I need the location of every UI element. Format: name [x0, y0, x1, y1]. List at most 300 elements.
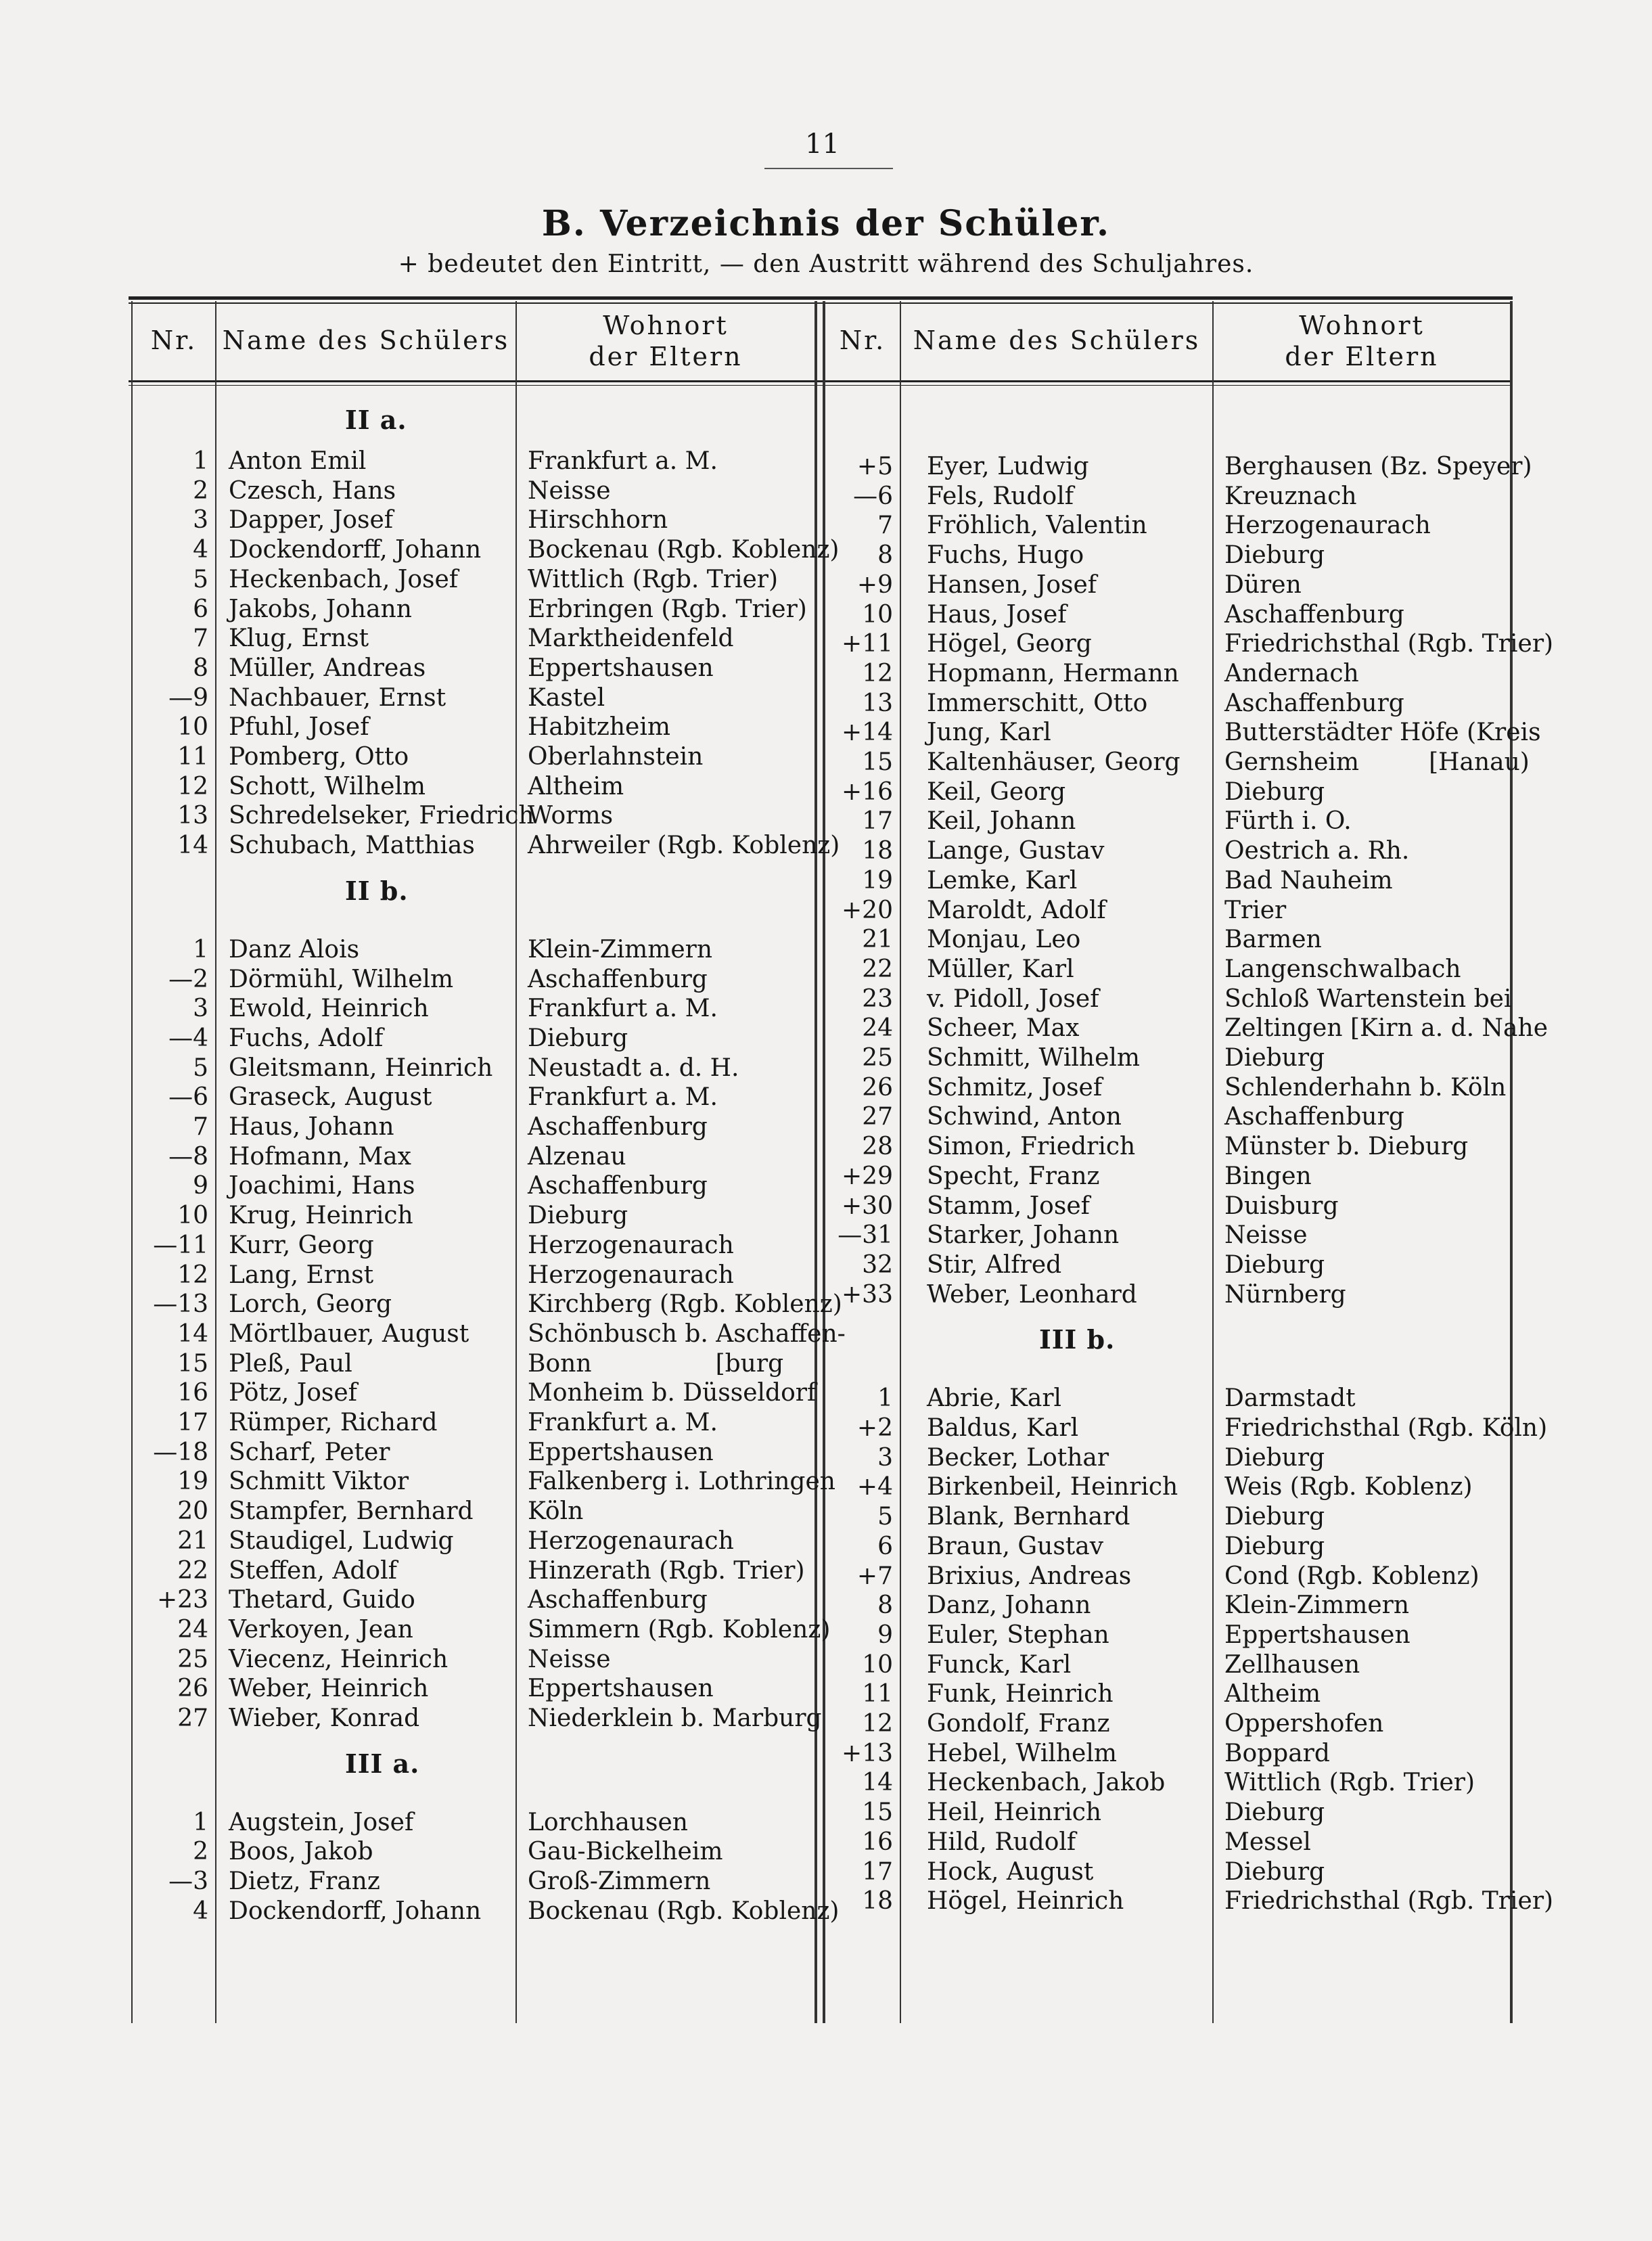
row-number: 2: [193, 476, 208, 505]
parent-residence: Gau-Bickelheim: [528, 1838, 723, 1866]
header-nr-right: Nr.: [839, 325, 886, 355]
parent-residence: Klein-Zimmern: [1224, 1591, 1410, 1620]
parent-residence: Nürnberg: [1224, 1280, 1346, 1309]
student-name: Becker, Lothar: [927, 1443, 1109, 1472]
row-number: 12: [862, 659, 893, 687]
row-number: 10: [862, 600, 893, 629]
student-name: Hansen, Josef: [927, 570, 1097, 599]
row-number: +14: [842, 719, 893, 747]
parent-residence: Kirchberg (Rgb. Koblenz): [528, 1290, 842, 1319]
parent-residence: Messel: [1224, 1828, 1311, 1856]
parent-residence: Darmstadt: [1224, 1384, 1356, 1413]
parent-residence: Herzogenaurach: [528, 1526, 734, 1555]
row-number: —4: [168, 1024, 208, 1052]
student-name: Gleitsmann, Heinrich: [229, 1054, 493, 1082]
student-name: Scharf, Peter: [229, 1438, 390, 1466]
parent-residence: Bingen: [1224, 1162, 1312, 1190]
row-number: 12: [862, 1710, 893, 1738]
student-name: Fels, Rudolf: [927, 482, 1074, 510]
row-number: 12: [177, 1261, 208, 1289]
row-number: 21: [862, 926, 893, 954]
parent-residence: Dieburg: [1224, 1532, 1325, 1560]
parent-residence: Herzogenaurach: [528, 1261, 734, 1289]
parent-residence: Aschaffenburg: [528, 1586, 708, 1614]
column-rule: [515, 301, 517, 2023]
row-number: +5: [856, 453, 893, 480]
student-name: Schubach, Matthias: [229, 832, 475, 860]
student-name: Stamm, Josef: [927, 1192, 1090, 1220]
student-name: Funk, Heinrich: [927, 1680, 1114, 1708]
class-heading: III a.: [345, 1748, 420, 1779]
student-name: Schmitt Viktor: [229, 1468, 409, 1496]
student-name: Högel, Heinrich: [927, 1887, 1124, 1916]
parent-residence: Zellhausen: [1224, 1650, 1360, 1679]
parent-residence: Aschaffenburg: [528, 965, 708, 993]
row-number: 14: [177, 1319, 208, 1348]
student-name: Maroldt, Adolf: [927, 896, 1106, 924]
student-name: Lang, Ernst: [229, 1261, 374, 1289]
row-number: 7: [877, 512, 893, 540]
parent-residence: Düren: [1224, 570, 1302, 599]
student-name: Verkoyen, Jean: [229, 1615, 413, 1644]
page-title: B. Verzeichnis der Schüler.: [541, 203, 1111, 244]
row-number: —18: [153, 1438, 208, 1466]
student-name: Ewold, Heinrich: [229, 995, 429, 1023]
legend-note: + bedeutet den Eintritt, — den Austritt während des Schuljahres.: [398, 250, 1254, 278]
row-number: 7: [193, 1113, 208, 1141]
page-number-rule: [764, 168, 893, 169]
column-rule: [1212, 301, 1214, 2023]
student-name: Wieber, Konrad: [229, 1704, 420, 1732]
row-number: 10: [177, 1202, 208, 1230]
row-number: 28: [862, 1133, 893, 1161]
student-name: Heil, Heinrich: [927, 1798, 1102, 1827]
column-rule: [1510, 301, 1513, 2023]
parent-residence: Dieburg: [1224, 1798, 1325, 1827]
student-name: Heckenbach, Jakob: [927, 1769, 1166, 1797]
row-number: 3: [877, 1443, 893, 1472]
parent-residence: Frankfurt a. M.: [528, 995, 718, 1023]
student-name: Danz Alois: [229, 935, 360, 964]
student-name: Rümper, Richard: [229, 1409, 438, 1436]
parent-residence: Dieburg: [1224, 541, 1325, 570]
parent-residence: Bockenau (Rgb. Koblenz): [528, 1897, 840, 1925]
parent-residence: Marktheidenfeld: [528, 625, 734, 653]
row-number: 16: [177, 1379, 208, 1407]
student-name: Anton Emil: [229, 447, 367, 475]
parent-residence: Oppershofen: [1224, 1710, 1384, 1738]
row-number: —9: [168, 683, 208, 712]
parent-residence: Aschaffenburg: [528, 1172, 708, 1200]
student-name: Müller, Andreas: [229, 654, 426, 682]
student-name: Schott, Wilhelm: [229, 772, 426, 800]
student-name: Schmitt, Wilhelm: [927, 1044, 1141, 1072]
student-name: Fröhlich, Valentin: [927, 512, 1147, 540]
parent-residence: Dieburg: [1224, 1044, 1325, 1072]
row-number: +23: [157, 1586, 208, 1614]
parent-residence: Falkenberg i. Lothringen: [528, 1468, 835, 1496]
student-name: Abrie, Karl: [927, 1384, 1062, 1413]
student-name: Braun, Gustav: [927, 1532, 1104, 1560]
header-residence-left: [517, 310, 814, 372]
row-number: 21: [177, 1526, 208, 1555]
row-number: —2: [168, 965, 208, 993]
row-number: +4: [856, 1473, 893, 1501]
row-number: 10: [177, 713, 208, 742]
student-name: Haus, Johann: [229, 1113, 394, 1141]
parent-residence: Andernach: [1224, 659, 1359, 687]
student-name: Immerschitt, Otto: [927, 689, 1148, 717]
row-number: 20: [177, 1497, 208, 1526]
row-number: 4: [193, 536, 208, 564]
row-number: 13: [862, 689, 893, 717]
row-number: +29: [842, 1162, 893, 1190]
parent-residence: Klein-Zimmern: [528, 935, 713, 964]
parent-residence: Ahrweiler (Rgb. Koblenz): [528, 832, 840, 860]
parent-residence: Worms: [528, 802, 614, 830]
row-number: 11: [177, 743, 208, 771]
parent-residence: Schlenderhahn b. Köln: [1224, 1073, 1507, 1102]
student-name: Pleß, Paul: [229, 1349, 352, 1378]
parent-residence: Eppertshausen: [528, 654, 714, 682]
row-number: 14: [862, 1769, 893, 1797]
row-number: 3: [193, 995, 208, 1023]
student-name: Boos, Jakob: [229, 1838, 373, 1866]
row-number: 8: [193, 654, 208, 682]
student-name: Stampfer, Bernhard: [229, 1497, 474, 1526]
row-number: 1: [193, 935, 208, 964]
parent-residence: Eppertshausen: [528, 1438, 714, 1466]
header-bottom-rule-thin: [129, 385, 1513, 386]
student-name: Stir, Alfred: [927, 1250, 1062, 1279]
student-name: Hild, Rudolf: [927, 1828, 1076, 1856]
student-name: Specht, Franz: [927, 1162, 1100, 1190]
student-name: Gondolf, Franz: [927, 1710, 1110, 1738]
row-number: 11: [862, 1680, 893, 1708]
parent-residence: Dieburg: [528, 1024, 628, 1052]
row-number: 5: [193, 565, 208, 593]
row-number: 17: [862, 1857, 893, 1886]
row-number: 7: [193, 625, 208, 653]
student-name: Schredelseker, Friedrich: [229, 802, 534, 830]
row-number: 19: [862, 866, 893, 895]
student-name: Brixius, Andreas: [927, 1562, 1132, 1590]
student-name: Steffen, Adolf: [229, 1556, 397, 1585]
student-name: Dockendorff, Johann: [229, 1897, 482, 1925]
parent-residence: Fürth i. O.: [1224, 807, 1352, 836]
row-number: 17: [862, 807, 893, 836]
row-number: 25: [862, 1044, 893, 1072]
student-name: Heckenbach, Josef: [229, 565, 459, 593]
column-rule: [900, 301, 901, 2023]
parent-residence: Aschaffenburg: [1224, 600, 1404, 629]
student-name: Danz, Johann: [927, 1591, 1091, 1620]
student-name: Czesch, Hans: [229, 476, 396, 505]
row-number: 24: [862, 1014, 893, 1043]
parent-residence: Aschaffenburg: [528, 1113, 708, 1141]
row-number: 9: [193, 1172, 208, 1200]
student-name: Högel, Georg: [927, 630, 1092, 658]
row-number: +30: [842, 1192, 893, 1220]
parent-residence: Boppard: [1224, 1739, 1330, 1767]
row-number: 8: [877, 1591, 893, 1620]
row-number: 22: [177, 1556, 208, 1585]
student-name: Monjau, Leo: [927, 926, 1081, 954]
parent-residence: Dieburg: [528, 1202, 628, 1230]
table-top-rule-thin: [129, 302, 1513, 304]
header-name-right: Name des Schülers: [913, 325, 1201, 355]
parent-residence: Niederklein b. Marburg: [528, 1704, 822, 1732]
student-name: Pötz, Josef: [229, 1379, 357, 1407]
parent-residence: Barmen: [1224, 926, 1322, 954]
student-name: Simon, Friedrich: [927, 1133, 1136, 1161]
student-name: Fuchs, Hugo: [927, 541, 1084, 570]
student-name: Nachbauer, Ernst: [229, 683, 446, 712]
row-number: —6: [853, 482, 893, 510]
parent-residence: Eppertshausen: [1224, 1621, 1410, 1649]
student-name: Staudigel, Ludwig: [229, 1526, 454, 1555]
row-number: 18: [862, 1887, 893, 1916]
row-number: 14: [177, 832, 208, 860]
student-name: Euler, Stephan: [927, 1621, 1109, 1649]
student-name: Augstein, Josef: [229, 1808, 414, 1836]
student-name: Klug, Ernst: [229, 625, 369, 653]
class-heading: III b.: [1039, 1324, 1116, 1355]
row-number: 16: [862, 1828, 893, 1856]
row-number: +2: [856, 1414, 893, 1442]
student-name: Blank, Bernhard: [927, 1503, 1130, 1531]
row-number: 19: [177, 1468, 208, 1496]
parent-residence: Groß-Zimmern: [528, 1867, 711, 1896]
row-number: —11: [153, 1231, 208, 1259]
row-number: —31: [838, 1221, 893, 1250]
student-name: Hock, August: [927, 1857, 1094, 1886]
row-number: 5: [193, 1054, 208, 1082]
student-name: Hopmann, Hermann: [927, 659, 1179, 687]
student-name: Schmitz, Josef: [927, 1073, 1103, 1102]
row-number: +16: [842, 777, 893, 806]
column-rule: [215, 301, 216, 2023]
student-name: Eyer, Ludwig: [927, 453, 1089, 480]
row-number: 5: [877, 1503, 893, 1531]
parent-residence: Hinzerath (Rgb. Trier): [528, 1556, 805, 1585]
row-number: 32: [862, 1250, 893, 1279]
row-number: 27: [862, 1103, 893, 1131]
student-name: Hofmann, Max: [229, 1142, 411, 1171]
student-name: Lemke, Karl: [927, 866, 1078, 895]
student-name: Dietz, Franz: [229, 1867, 380, 1896]
student-name: Birkenbeil, Heinrich: [927, 1473, 1178, 1501]
row-number: —3: [168, 1867, 208, 1896]
parent-residence: Berghausen (Bz. Speyer): [1224, 453, 1532, 480]
student-name: Weber, Leonhard: [927, 1280, 1137, 1309]
student-name: Funck, Karl: [927, 1650, 1072, 1679]
row-number: 1: [877, 1384, 893, 1413]
header-residence-right: [1214, 310, 1510, 372]
parent-residence: Bonn [burg: [528, 1349, 784, 1378]
parent-residence: Simmern (Rgb. Koblenz): [528, 1615, 831, 1644]
parent-residence: Monheim b. Düsseldorf: [528, 1379, 817, 1407]
student-name: Fuchs, Adolf: [229, 1024, 384, 1052]
row-number: 6: [877, 1532, 893, 1560]
row-number: 27: [177, 1704, 208, 1732]
student-name: Dapper, Josef: [229, 506, 394, 535]
parent-residence: Dieburg: [1224, 1443, 1325, 1472]
student-name: Joachimi, Hans: [229, 1172, 415, 1200]
parent-residence: Wittlich (Rgb. Trier): [528, 565, 779, 593]
page-number: 11: [805, 129, 840, 160]
row-number: +20: [842, 896, 893, 924]
row-number: 22: [862, 955, 893, 983]
parent-residence: Friedrichsthal (Rgb. Trier): [1224, 630, 1554, 658]
student-name: Pomberg, Otto: [229, 743, 409, 771]
parent-residence: Kastel: [528, 683, 605, 712]
class-heading: II b.: [345, 875, 409, 906]
row-number: 3: [193, 506, 208, 535]
row-number: —13: [153, 1290, 208, 1319]
parent-residence: Friedrichsthal (Rgb. Köln): [1224, 1414, 1548, 1442]
header-residence-line2: der Eltern: [589, 342, 743, 371]
student-name: Lorch, Georg: [229, 1290, 392, 1319]
row-number: +13: [842, 1739, 893, 1767]
parent-residence: Neisse: [1224, 1221, 1308, 1250]
parent-residence: Butterstädter Höfe (Kreis: [1224, 719, 1541, 747]
parent-residence: Trier: [1224, 896, 1287, 924]
student-name: Graseck, August: [229, 1083, 432, 1112]
parent-residence: Eppertshausen: [528, 1675, 714, 1703]
student-name: Kurr, Georg: [229, 1231, 374, 1259]
row-number: 18: [862, 837, 893, 865]
parent-residence: Dieburg: [1224, 777, 1325, 806]
student-name: Starker, Johann: [927, 1221, 1120, 1250]
row-number: +9: [856, 570, 893, 599]
row-number: 26: [862, 1073, 893, 1102]
parent-residence: Gernsheim [Hanau): [1224, 748, 1530, 776]
header-name-left: Name des Schülers: [222, 325, 510, 355]
row-number: 15: [862, 1798, 893, 1827]
parent-residence: Habitzheim: [528, 713, 670, 742]
student-name: Baldus, Karl: [927, 1414, 1079, 1442]
student-name: Viecenz, Heinrich: [229, 1645, 449, 1673]
student-name: Jakobs, Johann: [229, 595, 412, 623]
parent-residence: Bockenau (Rgb. Koblenz): [528, 536, 840, 564]
row-number: 15: [862, 748, 893, 776]
parent-residence: Duisburg: [1224, 1192, 1339, 1220]
row-number: +11: [842, 630, 893, 658]
row-number: 9: [877, 1621, 893, 1649]
header-bottom-rule: [129, 380, 1513, 382]
parent-residence: Herzogenaurach: [1224, 512, 1431, 540]
parent-residence: Kreuznach: [1224, 482, 1357, 510]
parent-residence: Neustadt a. d. H.: [528, 1054, 739, 1082]
student-name: Schwind, Anton: [927, 1103, 1122, 1131]
parent-residence: Bad Nauheim: [1224, 866, 1393, 895]
student-name: v. Pidoll, Josef: [927, 984, 1099, 1013]
parent-residence: Oestrich a. Rh.: [1224, 837, 1410, 865]
row-number: —8: [168, 1142, 208, 1171]
student-name: Lange, Gustav: [927, 837, 1105, 865]
parent-residence: Frankfurt a. M.: [528, 1409, 718, 1436]
parent-residence: Aschaffenburg: [1224, 689, 1404, 717]
row-number: 10: [862, 1650, 893, 1679]
student-name: Müller, Karl: [927, 955, 1074, 983]
parent-residence: Dieburg: [1224, 1250, 1325, 1279]
parent-residence: Friedrichsthal (Rgb. Trier): [1224, 1887, 1554, 1916]
student-name: Keil, Georg: [927, 777, 1066, 806]
student-name: Haus, Josef: [927, 600, 1067, 629]
parent-residence: Altheim: [528, 772, 624, 800]
table-top-rule: [129, 296, 1513, 300]
class-heading: II a.: [345, 405, 407, 435]
parent-residence: Köln: [528, 1497, 584, 1526]
parent-residence: Neisse: [528, 1645, 611, 1673]
student-name: Weber, Heinrich: [229, 1675, 429, 1703]
parent-residence: Lorchhausen: [528, 1808, 688, 1836]
parent-residence: Altheim: [1224, 1680, 1321, 1708]
parent-residence: Dieburg: [1224, 1857, 1325, 1886]
parent-residence: Hirschhorn: [528, 506, 668, 535]
header-residence-line1: Wohnort: [1299, 311, 1425, 340]
student-name: Dörmühl, Wilhelm: [229, 965, 454, 993]
student-name: Keil, Johann: [927, 807, 1076, 836]
parent-residence: Münster b. Dieburg: [1224, 1133, 1469, 1161]
row-number: 24: [177, 1615, 208, 1644]
row-number: 13: [177, 802, 208, 830]
row-number: 17: [177, 1409, 208, 1436]
row-number: —6: [168, 1083, 208, 1112]
parent-residence: Aschaffenburg: [1224, 1103, 1404, 1131]
header-residence-line1: Wohnort: [603, 311, 729, 340]
row-number: 15: [177, 1349, 208, 1378]
student-name: Mörtlbauer, August: [229, 1319, 469, 1348]
parent-residence: Cond (Rgb. Koblenz): [1224, 1562, 1479, 1590]
parent-residence: Frankfurt a. M.: [528, 1083, 718, 1112]
row-number: +33: [842, 1280, 893, 1309]
student-name: Thetard, Guido: [229, 1586, 415, 1614]
parent-residence: Frankfurt a. M.: [528, 447, 718, 475]
parent-residence: Dieburg: [1224, 1503, 1325, 1531]
parent-residence: Wittlich (Rgb. Trier): [1224, 1769, 1475, 1797]
row-number: +7: [856, 1562, 893, 1590]
student-name: Pfuhl, Josef: [229, 713, 369, 742]
parent-residence: Herzogenaurach: [528, 1231, 734, 1259]
parent-residence: Oberlahnstein: [528, 743, 704, 771]
student-name: Kaltenhäuser, Georg: [927, 748, 1180, 776]
row-number: 8: [877, 541, 893, 570]
row-number: 12: [177, 772, 208, 800]
row-number: 6: [193, 595, 208, 623]
row-number: 4: [193, 1897, 208, 1925]
parent-residence: Zeltingen [Kirn a. d. Nahe: [1224, 1014, 1548, 1043]
parent-residence: Erbringen (Rgb. Trier): [528, 595, 807, 623]
parent-residence: Langenschwalbach: [1224, 955, 1461, 983]
student-name: Jung, Karl: [927, 719, 1051, 747]
header-residence-line2: der Eltern: [1285, 342, 1439, 371]
parent-residence: Alzenau: [528, 1142, 626, 1171]
row-number: 26: [177, 1675, 208, 1703]
parent-residence: Neisse: [528, 476, 611, 505]
student-name: Dockendorff, Johann: [229, 536, 482, 564]
student-name: Scheer, Max: [927, 1014, 1080, 1043]
parent-residence: Schönbusch b. Aschaffen-: [528, 1319, 846, 1348]
parent-residence: Schloß Wartenstein bei: [1224, 984, 1512, 1013]
row-number: 23: [862, 984, 893, 1013]
student-name: Hebel, Wilhelm: [927, 1739, 1117, 1767]
row-number: 1: [193, 1808, 208, 1836]
parent-residence: Weis (Rgb. Koblenz): [1224, 1473, 1473, 1501]
header-nr-left: Nr.: [150, 325, 198, 355]
row-number: 2: [193, 1838, 208, 1866]
